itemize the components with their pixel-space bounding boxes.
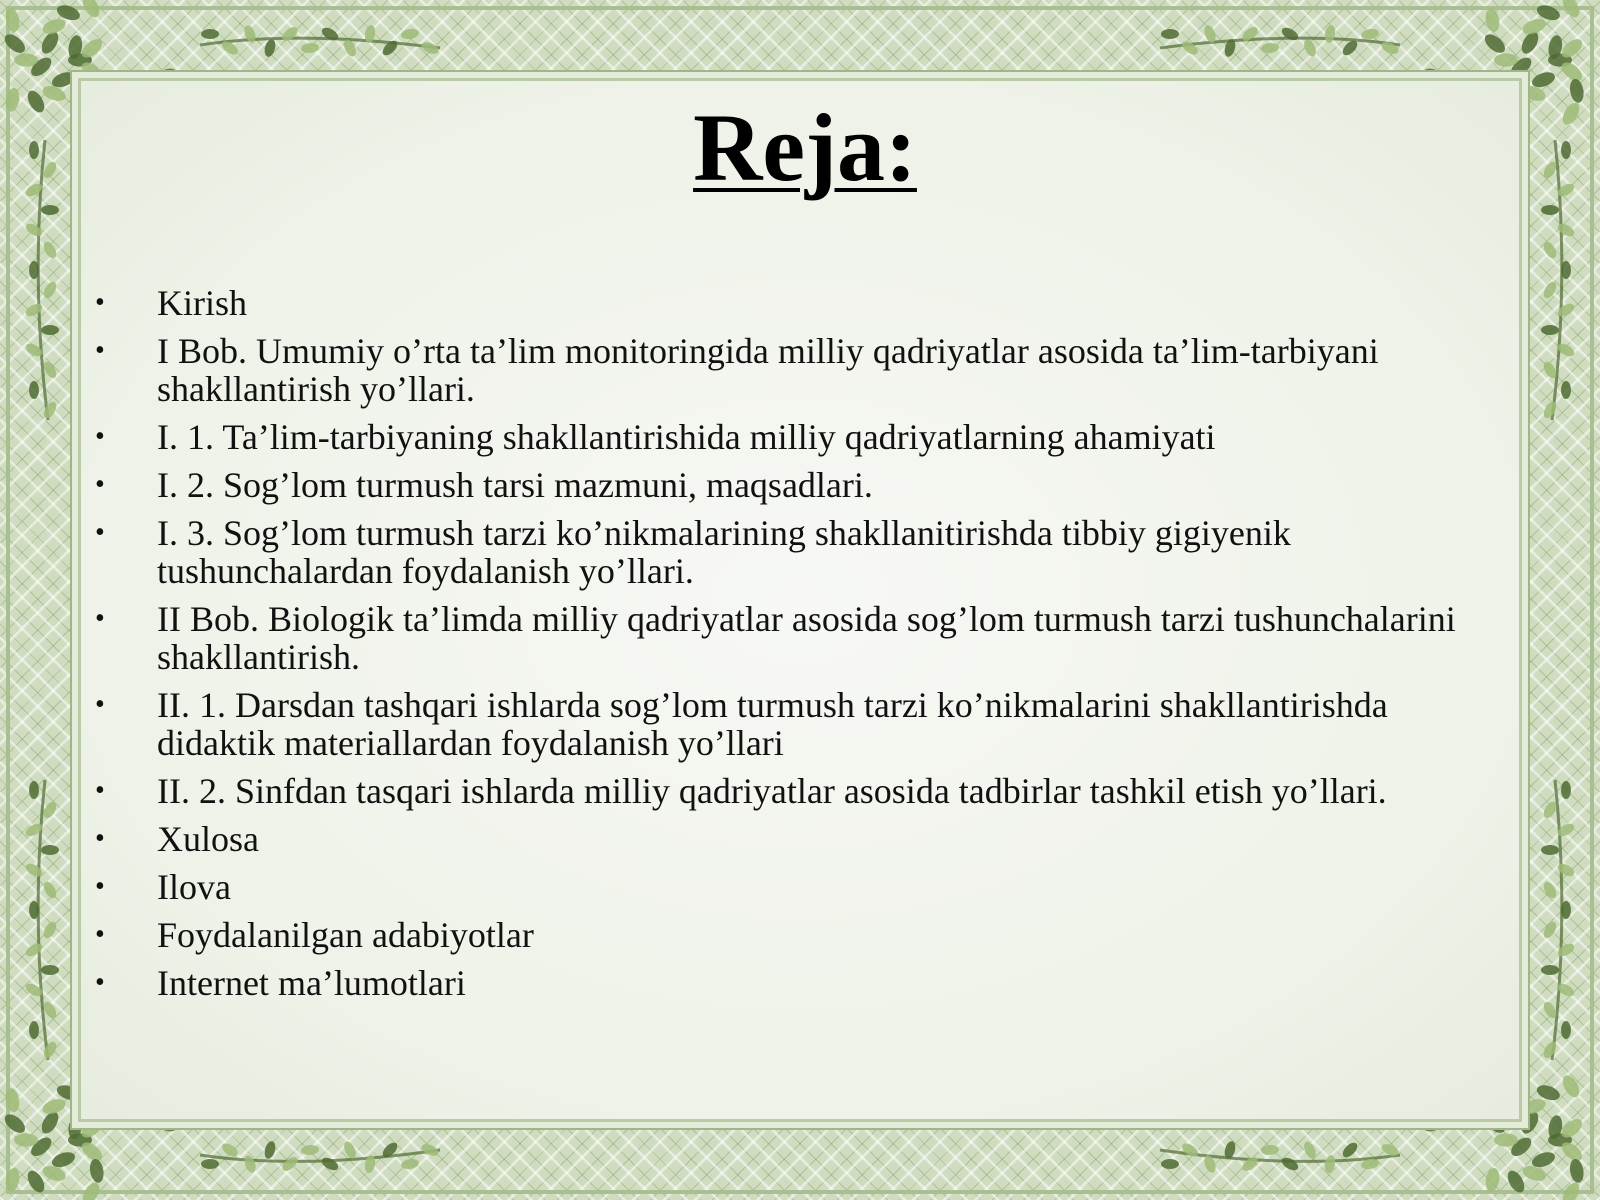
bullet-icon: •: [95, 287, 105, 318]
bullet-icon: •: [95, 775, 105, 806]
bullet-icon: •: [95, 603, 105, 634]
list-item-text: II. 2. Sinfdan tasqari ishlarda milliy qadriyatlar asosida tadbirlar tashkil etish yo’llari.: [157, 771, 1387, 811]
list-item: [95, 514, 1475, 590]
list-item: [95, 916, 1475, 954]
list-item: [95, 600, 1475, 676]
bullet-icon: •: [95, 689, 105, 720]
list-item-text: Internet ma’lumotlari: [157, 963, 466, 1003]
list-item: [95, 964, 1475, 1002]
list-item-text: Ilova: [157, 867, 231, 907]
list-item-text: II. 1. Darsdan tashqari ishlarda sog’lom turmush tarzi ko’nikmalarini shakllantirishda didaktik materiallardan foydalanish yo’llari: [157, 685, 1388, 763]
bullet-icon: •: [95, 469, 105, 500]
list-item: [95, 820, 1475, 858]
list-item: [95, 772, 1475, 810]
list-item-text: I. 1. Ta’lim-tarbiyaning shakllantirishida milliy qadriyatlarning ahamiyati: [157, 417, 1216, 457]
bullet-icon: •: [95, 919, 105, 950]
list-item-text: Xulosa: [157, 819, 259, 859]
list-item-text: I. 3. Sog’lom turmush tarzi ko’nikmalarining shakllanitirishda tibbiy gigiyenik tushunchalardan foydalanish yo’llari.: [157, 513, 1291, 591]
list-item: [95, 332, 1475, 408]
list-item: [95, 284, 1475, 322]
list-item: [95, 686, 1475, 762]
slide-title: [0, 94, 1600, 201]
plan-list: [95, 284, 1475, 1012]
bullet-icon: •: [95, 967, 105, 998]
slide-title-text: Reja:: [693, 94, 917, 201]
bullet-icon: •: [95, 421, 105, 452]
bullet-icon: •: [95, 335, 105, 366]
list-item: [95, 868, 1475, 906]
bullet-icon: •: [95, 823, 105, 854]
list-item: [95, 466, 1475, 504]
bullet-icon: •: [95, 871, 105, 902]
list-item: [95, 418, 1475, 456]
list-item-text: II Bob. Biologik ta’limda milliy qadriyatlar asosida sog’lom turmush tarzi tushunchalarini shakllantirish.: [157, 599, 1456, 677]
bullet-icon: •: [95, 517, 105, 548]
list-item-text: I Bob. Umumiy o’rta ta’lim monitoringida milliy qadriyatlar asosida ta’lim-tarbiyani shakllantirish yo’llari.: [157, 331, 1379, 409]
list-item-text: Kirish: [157, 283, 247, 323]
list-item-text: Foydalanilgan adabiyotlar: [157, 915, 534, 955]
list-item-text: I. 2. Sog’lom turmush tarsi mazmuni, maqsadlari.: [157, 465, 873, 505]
